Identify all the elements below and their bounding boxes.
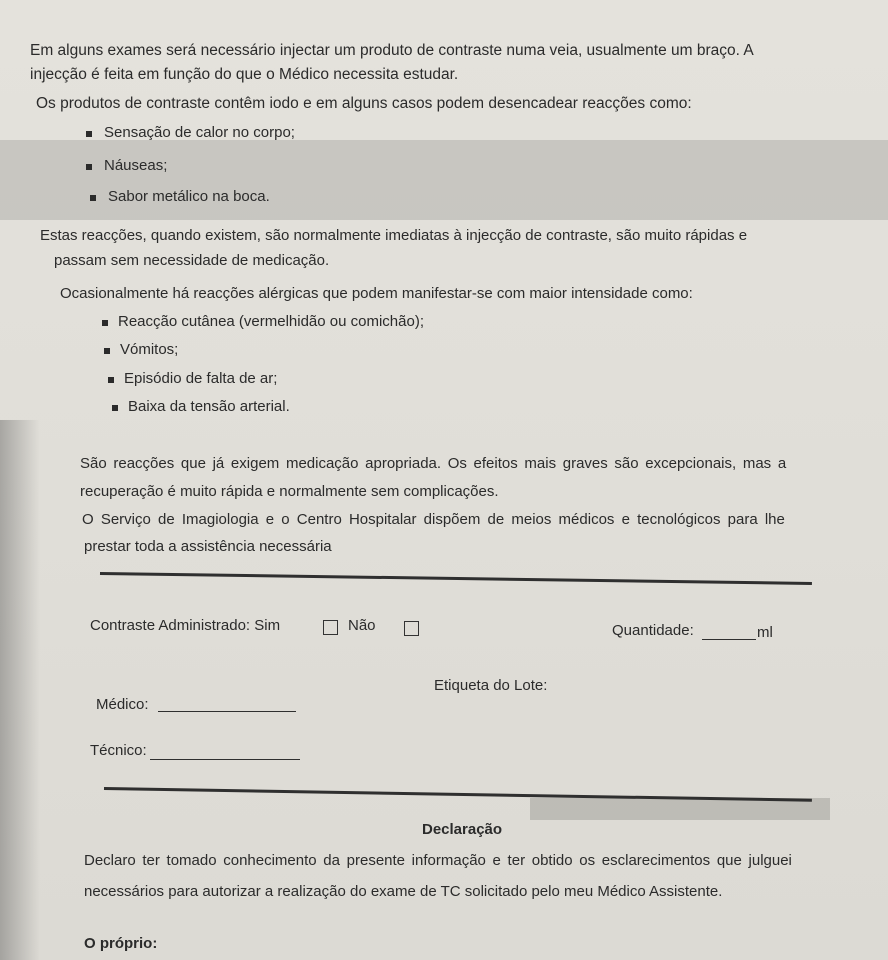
quantity-label: Quantidade: bbox=[612, 622, 694, 639]
service-line-1: O Serviço de Imagiologia e o Centro Hospitalar dispõem de meios médicos e tecnológicos para lhe bbox=[82, 511, 785, 528]
declaration-line-2: necessários para autorizar a realização do exame de TC solicitado pelo meu Médico Assistente. bbox=[84, 883, 723, 900]
doctor-field[interactable] bbox=[158, 711, 296, 712]
medication-line-2: recuperação é muito rápida e normalmente sem complicações. bbox=[80, 483, 499, 500]
service-line-2: prestar toda a assistência necessária bbox=[84, 538, 332, 555]
technician-field[interactable] bbox=[150, 759, 300, 760]
list-item-reaction: Sensação de calor no corpo; bbox=[104, 124, 295, 141]
bullet-icon bbox=[90, 195, 96, 201]
immediate-line-1: Estas reacções, quando existem, são normalmente imediatas à injecção de contraste, são muito rápidas e bbox=[40, 227, 748, 244]
list-item-allergic: Baixa da tensão arterial. bbox=[128, 398, 290, 415]
show-through-band bbox=[0, 140, 888, 220]
signature-label: O próprio: bbox=[84, 935, 158, 952]
declaration-line-1: Declaro ter tomado conhecimento da presente informação e ter obtido os esclarecimentos que julguei bbox=[84, 852, 792, 869]
technician-label: Técnico: bbox=[90, 742, 147, 759]
intro-line-2: injecção é feita em função do que o Médico necessita estudar. bbox=[30, 66, 459, 83]
contrast-no-checkbox[interactable] bbox=[404, 621, 419, 636]
contrast-no-label: Não bbox=[348, 617, 376, 634]
bullet-icon bbox=[112, 405, 118, 411]
medication-line-1: São reacções que já exigem medicação apropriada. Os efeitos mais graves são excepcionais, mas a bbox=[80, 455, 787, 472]
quantity-unit: ml bbox=[757, 624, 773, 641]
intro-line-3: Os produtos de contraste contêm iodo e em alguns casos podem desencadear reacções como: bbox=[36, 95, 692, 112]
list-item-allergic: Reacção cutânea (vermelhidão ou comichão); bbox=[118, 313, 424, 330]
quantity-field[interactable] bbox=[702, 639, 756, 640]
list-item-reaction: Náuseas; bbox=[104, 157, 168, 174]
allergic-intro: Ocasionalmente há reacções alérgicas que podem manifestar-se com maior intensidade como: bbox=[60, 285, 693, 302]
bullet-icon bbox=[108, 377, 114, 383]
page-shadow bbox=[0, 420, 40, 960]
list-item-allergic: Vómitos; bbox=[120, 341, 179, 358]
bullet-icon bbox=[86, 131, 92, 137]
declaration-title: Declaração bbox=[422, 821, 503, 838]
contrast-label: Contraste Administrado: Sim bbox=[90, 617, 281, 634]
contrast-yes-checkbox[interactable] bbox=[323, 620, 338, 635]
lot-label: Etiqueta do Lote: bbox=[434, 677, 548, 694]
doctor-label: Médico: bbox=[96, 696, 149, 713]
intro-line-1: Em alguns exames será necessário injectar um produto de contraste numa veia, usualmente um braço. A bbox=[30, 42, 754, 59]
bullet-icon bbox=[102, 320, 108, 326]
list-item-reaction: Sabor metálico na boca. bbox=[108, 188, 270, 205]
bullet-icon bbox=[104, 348, 110, 354]
bullet-icon bbox=[86, 164, 92, 170]
list-item-allergic: Episódio de falta de ar; bbox=[124, 370, 278, 387]
immediate-line-2: passam sem necessidade de medicação. bbox=[54, 252, 330, 269]
